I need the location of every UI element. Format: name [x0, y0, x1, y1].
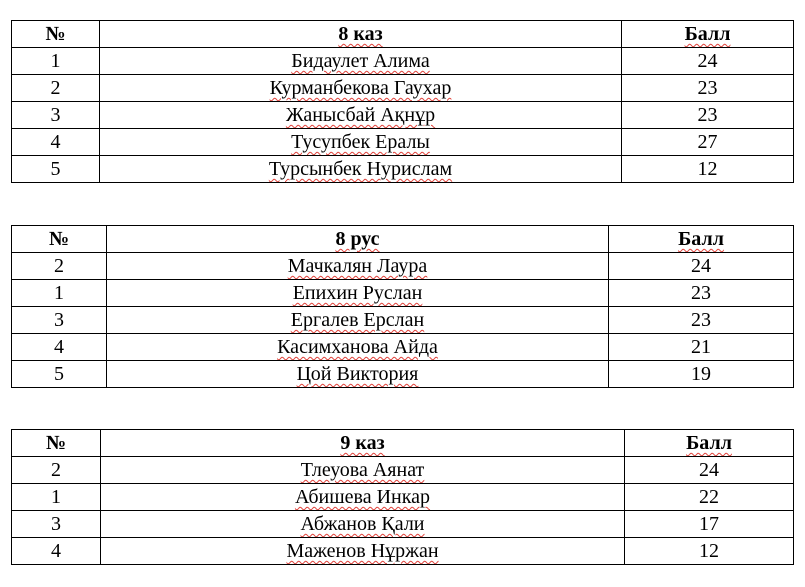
student-name: Тусупбек Ералы [100, 129, 622, 156]
table-row [12, 511, 794, 538]
table-row [12, 538, 794, 565]
row-number: 2 [12, 75, 100, 102]
student-name: Турсынбек Нурислам [100, 156, 622, 183]
student-name: Цой Виктория [107, 361, 609, 388]
row-number: 1 [12, 484, 101, 511]
row-number: 3 [12, 511, 101, 538]
group-column-header: 8 рус [107, 226, 609, 253]
student-score: 23 [622, 102, 794, 129]
table-row [12, 334, 794, 361]
student-score: 24 [609, 253, 794, 280]
score-column-header: Балл [622, 21, 794, 48]
number-column-header: № [12, 226, 107, 253]
student-name: Епихин Руслан [107, 280, 609, 307]
student-score: 27 [622, 129, 794, 156]
group-column-header: 9 каз [101, 430, 625, 457]
number-column-header: № [12, 21, 100, 48]
student-name: Абишева Инкар [101, 484, 625, 511]
score-column-header: Балл [625, 430, 794, 457]
row-number: 4 [12, 334, 107, 361]
row-number: 4 [12, 538, 101, 565]
student-name: Мачкалян Лаура [107, 253, 609, 280]
score-column-header: Балл [609, 226, 794, 253]
student-score: 23 [609, 307, 794, 334]
results-table-8-rus [11, 225, 794, 388]
table-row [12, 280, 794, 307]
row-number: 5 [12, 156, 100, 183]
table-row [12, 484, 794, 511]
student-score: 19 [609, 361, 794, 388]
row-number: 4 [12, 129, 100, 156]
row-number: 1 [12, 48, 100, 75]
student-score: 23 [622, 75, 794, 102]
results-table-9-kaz [11, 429, 794, 565]
student-name: Жанысбай Ақнұр [100, 102, 622, 129]
row-number: 3 [12, 307, 107, 334]
student-name: Курманбекова Гаухар [100, 75, 622, 102]
student-score: 21 [609, 334, 794, 361]
table-header-row [12, 430, 794, 457]
student-name: Бидаулет Алима [100, 48, 622, 75]
student-score: 24 [625, 457, 794, 484]
table-row [12, 307, 794, 334]
student-name: Абжанов Қали [101, 511, 625, 538]
student-score: 12 [625, 538, 794, 565]
student-name: Тлеуова Аянат [101, 457, 625, 484]
table-row [12, 75, 794, 102]
table-row [12, 156, 794, 183]
row-number: 3 [12, 102, 100, 129]
student-score: 12 [622, 156, 794, 183]
student-score: 23 [609, 280, 794, 307]
number-column-header: № [12, 430, 101, 457]
table-row [12, 361, 794, 388]
table-row [12, 102, 794, 129]
table-row [12, 48, 794, 75]
table-row [12, 457, 794, 484]
table-row [12, 253, 794, 280]
row-number: 5 [12, 361, 107, 388]
table-header-row [12, 226, 794, 253]
group-column-header: 8 каз [100, 21, 622, 48]
student-score: 24 [622, 48, 794, 75]
row-number: 2 [12, 457, 101, 484]
row-number: 2 [12, 253, 107, 280]
row-number: 1 [12, 280, 107, 307]
table-header-row [12, 21, 794, 48]
student-name: Касимханова Айда [107, 334, 609, 361]
table-row [12, 129, 794, 156]
student-name: Ергалев Ерслан [107, 307, 609, 334]
student-score: 17 [625, 511, 794, 538]
student-score: 22 [625, 484, 794, 511]
results-table-8-kaz [11, 20, 794, 183]
student-name: Маженов Нұржан [101, 538, 625, 565]
